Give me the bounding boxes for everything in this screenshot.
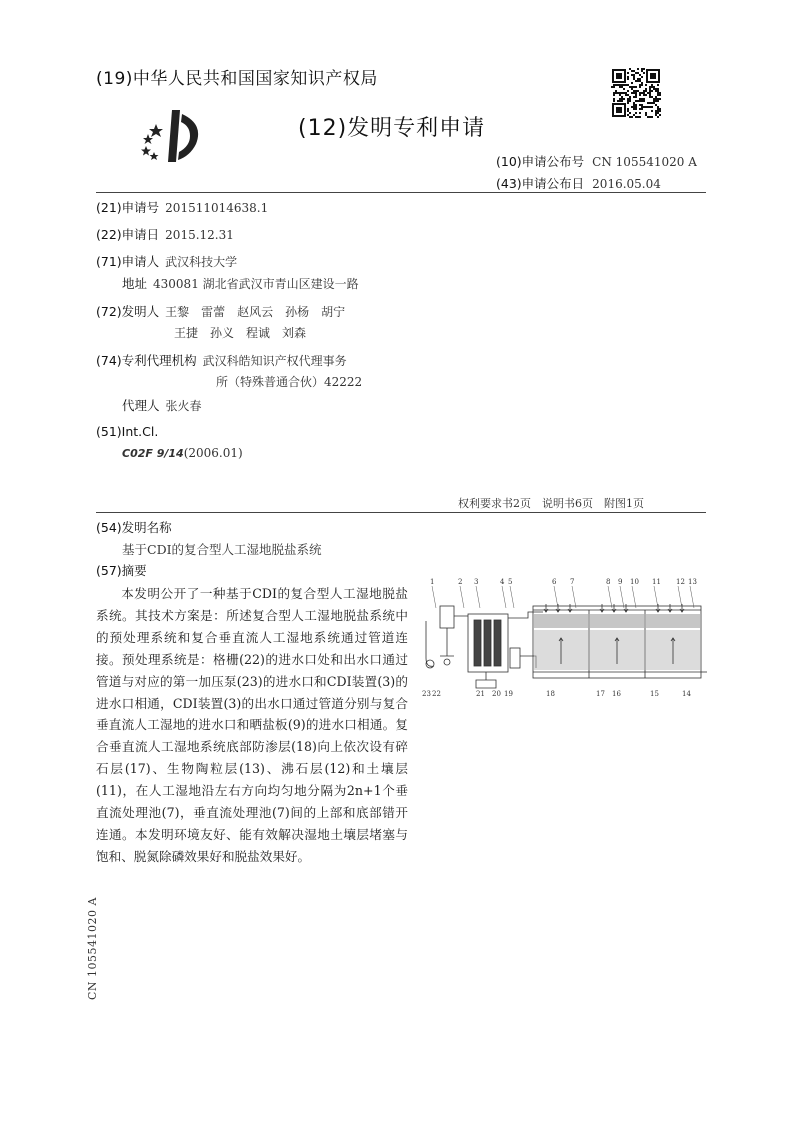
address-row (122, 274, 359, 292)
agent-row (122, 396, 202, 414)
abstract-text: 本发明公开了一种基于CDI的复合型人工湿地脱盐系统。其技术方案是：所述复合型人工湿地脱盐系统中的预处理系统和复合垂直流人工湿地系统通过管道连接。预处理系统是：格栅(22)的进水口处和出水口通过管道与对应的第一加压泵(23)的进水口和CDI装置(3)的进水口相通，CDI装置(3)的出水口通过管道分别与复合垂直流人工湿地的进水口和晒盐板(9)的进水口相通。复合垂直流人工湿地系统底部防渗层(18)向上依次设有碎石层(17)、生物陶粒层(13)、沸石层(12)和土壤层(11)，在人工湿地沿左右方向均匀地分隔为2n+1个垂直流处理池(7)，垂直流处理池(7)间的上部和底部错开连通。本发明环境友好、能有效解决湿地土壤层堵塞与饱和、脱氮除磷效果好和脱盐效果好。 (96, 586, 408, 864)
figure-label-bottom: 17 (596, 690, 605, 698)
figure-spray-arrow (544, 604, 548, 612)
agency-label: (74)专利代理机构 (96, 353, 197, 368)
figure-label-bottom: 19 (504, 690, 513, 698)
figure-leader-line (502, 586, 506, 608)
figure-label-top: 9 (618, 578, 623, 586)
figure-label-bottom: 15 (650, 690, 659, 698)
header-divider (96, 192, 706, 193)
figure-leader-line (510, 586, 514, 608)
figure-label-bottom: 14 (682, 690, 691, 698)
cnipa-logo (132, 100, 212, 170)
publication-date: 2016.05.04 (592, 177, 661, 191)
figure-leader-line (554, 586, 558, 608)
application-number-label: (21)申请号 (96, 200, 160, 215)
figure-spray-arrow (624, 604, 628, 612)
figure-label-top: 10 (630, 578, 639, 586)
intcl-date: (2006.01) (183, 446, 243, 460)
figure-leader-line (608, 586, 612, 608)
agency-line2: 所（特殊普通合伙）42222 (216, 375, 363, 389)
figure-leader-line (632, 586, 636, 608)
agent: 张火春 (165, 399, 202, 413)
intcl-label: (51)Int.Cl. (96, 424, 159, 439)
figure-spray-arrow (668, 604, 672, 612)
agency-line1: 武汉科皓知识产权代理事务 (202, 354, 347, 368)
figure-leader-line (678, 586, 682, 608)
figure-leader-line (476, 586, 480, 608)
applicant-label: (71)申请人 (96, 254, 160, 269)
document-type-title: (12)发明专利申请 (298, 116, 486, 141)
figure-label-top: 7 (570, 578, 575, 586)
figure-spray-arrow (612, 604, 616, 612)
figure-label-top: 11 (652, 578, 661, 586)
figure-label-top: 5 (508, 578, 513, 586)
office-name: (19)中华人民共和国国家知识产权局 (96, 69, 378, 89)
figure-leader-line (572, 586, 576, 608)
abstract-label: (57)摘要 (96, 563, 147, 578)
application-date-label: (22)申请日 (96, 227, 160, 242)
figure-leader-line (460, 586, 464, 608)
figure-leader-line (690, 586, 694, 608)
figure-label-top: 4 (500, 578, 505, 586)
invention-title-label: (54)发明名称 (96, 520, 172, 535)
application-number-row (96, 198, 268, 216)
applicant: 武汉科技大学 (165, 255, 238, 269)
publication-number-row (496, 152, 697, 170)
figure-spray-arrow (568, 604, 572, 612)
publication-date-label: (43)申请公布日 (496, 176, 585, 191)
middle-divider (96, 512, 706, 513)
figure-label-top: 12 (676, 578, 685, 586)
figure-label-top: 8 (606, 578, 611, 586)
figure-label-bottom: 20 (492, 690, 501, 698)
application-date: 2015.12.31 (165, 228, 234, 242)
page-counts: 权利要求书2页 说明书6页 附图1页 (458, 497, 644, 510)
agent-label: 代理人 (122, 398, 160, 413)
side-publication-number: CN 105541020 A (86, 897, 99, 1000)
address-label: 地址 (122, 276, 148, 291)
figure-spray-arrow (600, 604, 604, 612)
invention-title: 基于CDI的复合型人工湿地脱盐系统 (122, 542, 322, 557)
figure-label-top: 6 (552, 578, 557, 586)
figure-label-top: 3 (474, 578, 479, 586)
inventor-label: (72)发明人 (96, 304, 160, 319)
figure-leader-line (620, 586, 624, 608)
intcl-row (96, 424, 158, 439)
qr-code (611, 68, 661, 118)
figure-label-bottom: 18 (546, 690, 555, 698)
address: 430081 湖北省武汉市青山区建设一路 (153, 277, 359, 291)
applicant-row (96, 252, 237, 270)
agency-row (96, 351, 347, 369)
publication-number-label: (10)申请公布号 (496, 154, 585, 169)
abstract-figure (418, 576, 708, 706)
inventors-line1: 王黎 雷蕾 赵风云 孙杨 胡宁 (165, 305, 346, 319)
figure-label-bottom: 22 (432, 690, 441, 698)
figure-label-bottom: 16 (612, 690, 621, 698)
intcl-classification (122, 446, 243, 460)
inventors-line2: 王捷 孙义 程诚 刘森 (174, 326, 307, 340)
inventor-row (96, 302, 345, 320)
figure-label-bottom: 23 (422, 690, 431, 698)
publication-number: CN 105541020 A (592, 155, 697, 169)
figure-label-top: 13 (688, 578, 697, 586)
figure-label-top: 2 (458, 578, 463, 586)
intcl-code: C02F 9/14 (122, 447, 184, 460)
figure-label-top: 1 (430, 578, 435, 586)
figure-leader-line (432, 586, 436, 608)
application-number: 201511014638.1 (165, 201, 269, 215)
figure-label-bottom: 21 (476, 690, 485, 698)
application-date-row (96, 225, 234, 243)
figure-leader-line (654, 586, 658, 608)
publication-date-row (496, 174, 661, 192)
